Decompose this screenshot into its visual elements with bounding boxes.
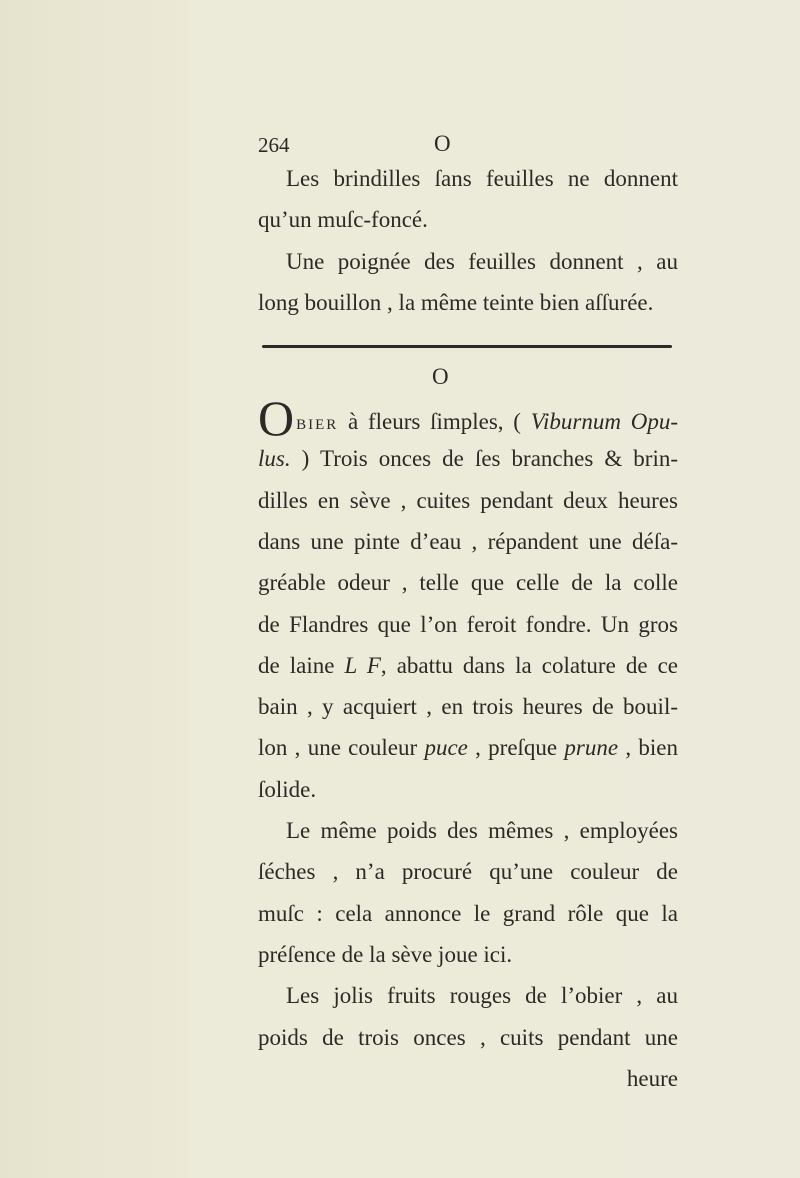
text-segment: poids de trois onces , cuits pendant une xyxy=(258,1024,678,1050)
text-segment: de laine xyxy=(258,652,345,678)
text-line xyxy=(258,1064,678,1094)
text-segment: bain , y acquiert , en trois heures de bouil- xyxy=(258,694,678,720)
drop-cap: O xyxy=(258,390,295,446)
italic-text: L F xyxy=(344,652,381,678)
text-line xyxy=(258,444,678,474)
text-line xyxy=(258,568,678,598)
section-divider-rule xyxy=(262,345,672,348)
text-segment: dilles en sève , cuites pendant deux heures xyxy=(258,487,678,513)
italic-text: prune xyxy=(564,735,619,761)
text-line xyxy=(258,247,678,277)
text-segment: ſolide. xyxy=(258,776,317,802)
text-segment: qu’un muſc-foncé. xyxy=(258,207,428,233)
text-line xyxy=(258,390,678,446)
text-segment: , preſque xyxy=(467,735,565,761)
text-segment: lon , une couleur xyxy=(258,735,425,761)
section-heading: O xyxy=(432,364,449,389)
text-line xyxy=(258,775,678,805)
text-segment: Les brindilles ſans feuilles ne donnent xyxy=(286,166,678,191)
text-line xyxy=(258,899,678,929)
text-line xyxy=(258,857,678,887)
text-line xyxy=(258,527,678,557)
text-segment: préſence de la sève joue ici. xyxy=(258,941,513,967)
text-segment: dans une pinte d’eau , répandent une déſa- xyxy=(258,528,678,554)
running-head: O xyxy=(434,131,451,156)
text-segment: BIER xyxy=(296,417,339,433)
text-segment: , abattu dans la colature de ce xyxy=(380,652,678,678)
text-segment: Le même poids des mêmes , employées xyxy=(286,818,678,843)
text-line xyxy=(258,692,678,722)
text-segment: Les jolis fruits rouges de l’obier , au xyxy=(286,983,678,1009)
italic-text: lus. xyxy=(258,446,291,472)
text-line xyxy=(258,205,678,235)
text-segment: à fleurs ſimples, ( xyxy=(338,409,531,434)
text-line xyxy=(258,733,678,763)
text-segment: muſc : cela annonce le grand rôle que la xyxy=(258,900,678,926)
text-line xyxy=(258,651,678,681)
text-line xyxy=(258,981,678,1011)
text-segment: Une poignée des feuilles donnent , au xyxy=(286,248,678,274)
text-line xyxy=(258,610,678,640)
text-segment: ſéches , n’a procuré qu’une couleur de xyxy=(258,859,678,885)
text-segment: heure xyxy=(626,1065,678,1091)
text-line xyxy=(258,288,678,318)
text-segment: , bien xyxy=(618,735,678,761)
page-number: 264 xyxy=(258,133,290,157)
text-line xyxy=(258,486,678,516)
text-segment: ) Trois onces de ſes branches & brin- xyxy=(290,446,678,472)
text-line xyxy=(258,816,678,846)
text-segment: de Flandres que l’on feroit fondre. Un gros xyxy=(258,611,678,637)
text-segment: gréable odeur , telle que celle de la colle xyxy=(258,570,678,596)
italic-text: puce xyxy=(424,735,468,761)
text-line xyxy=(258,1023,678,1053)
italic-text: Viburnum Opu- xyxy=(530,409,678,434)
text-line xyxy=(258,164,678,194)
text-line xyxy=(258,940,678,970)
text-segment: long bouillon , la même teinte bien aſſurée. xyxy=(258,290,654,316)
